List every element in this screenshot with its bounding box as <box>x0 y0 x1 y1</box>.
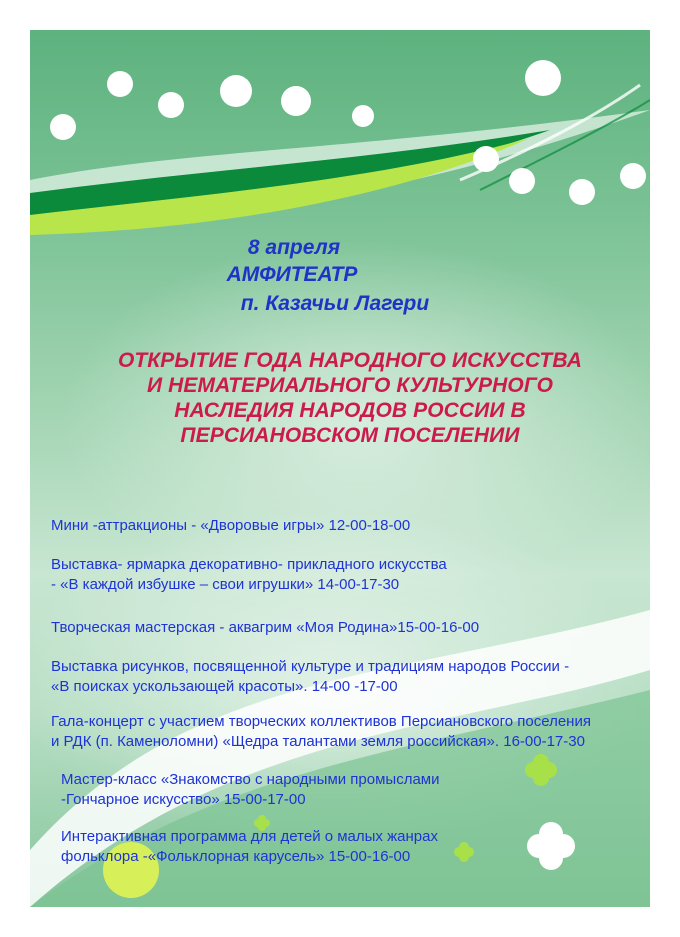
event-item <box>51 516 410 536</box>
event-item <box>61 770 440 810</box>
event-line: - «В каждой избушке – свои игрушки» 14-00-17-30 <box>51 576 400 593</box>
poster <box>30 30 650 907</box>
event-line: фольклора -«Фольклорная карусель» 15-00-16-00 <box>61 848 411 865</box>
poster-title <box>70 348 630 448</box>
event-date: 8 апреля <box>247 236 341 259</box>
title-line: ОТКРЫТИЕ ГОДА НАРОДНОГО ИСКУССТВА <box>117 349 583 372</box>
title-line: НАСЛЕДИЯ НАРОДОВ РОССИИ В <box>174 399 526 422</box>
event-line: Творческая мастерская - аквагрим «Моя Родина»15-00-16-00 <box>51 619 480 636</box>
event-venue: АМФИТЕАТР <box>226 263 358 286</box>
event-place: п. Казачьи Лагери <box>240 292 430 315</box>
title-line: И НЕМАТЕРИАЛЬНОГО КУЛЬТУРНОГО <box>146 374 554 397</box>
event-line: Выставка рисунков, посвященной культуре и традициям народов России - <box>51 658 570 675</box>
event-line: и РДК (п. Каменоломни) «Щедра талантами земля российская». 16-00-17-30 <box>51 733 585 750</box>
event-item <box>51 555 447 595</box>
event-line: -Гончарное искусство» 15-00-17-00 <box>61 791 306 808</box>
title-line: ПЕРСИАНОВСКОМ ПОСЕЛЕНИИ <box>180 424 520 447</box>
event-item <box>51 657 569 697</box>
event-line: «В поисках ускользающей красоты». 14-00 -17-00 <box>51 678 398 695</box>
event-line: Интерактивная программа для детей о малых жанрах <box>61 828 438 845</box>
event-item <box>51 712 591 752</box>
event-line: Гала-концерт с участием творческих коллективов Персиановского поселения <box>51 713 591 730</box>
event-line: Выставка- ярмарка декоративно- прикладного искусства <box>51 556 447 573</box>
event-item <box>61 827 438 867</box>
event-line: Мастер-класс «Знакомство с народными промыслами <box>61 771 440 788</box>
event-line: Мини -аттракционы - «Дворовые игры» 12-00-18-00 <box>51 517 411 534</box>
event-item <box>51 618 479 638</box>
